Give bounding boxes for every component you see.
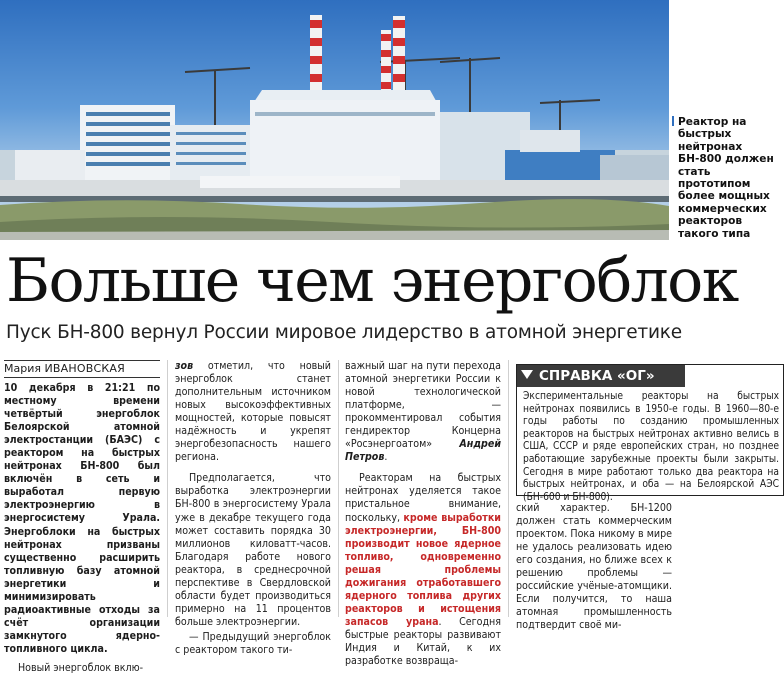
- lead-paragraph: 10 декабря в 21:21 по местному времени четвёртый энергоблок Белоярской атомной электростанции (БАЭС) с реактором на быстрых нейтронах БН-800 был включён в сеть и выработал первую электроэнергию в энергосистему Урала. Энергоблоки на быстрых нейтронах призваны существенно расширить топливную базу атомной энергетики и минимизировать радиоактивные отходы за счёт организации замкнутого ядерно-топливного цикла.: [4, 382, 160, 655]
- author-first-name: Мария: [4, 362, 41, 375]
- triangle-down-icon: [521, 370, 533, 379]
- power-plant-photo-icon: [0, 0, 669, 240]
- column-divider: [338, 360, 339, 617]
- byline: [4, 360, 160, 378]
- paragraph: [175, 360, 331, 464]
- article-column-4: [516, 502, 672, 632]
- column-divider: [508, 360, 509, 617]
- column-divider: [167, 360, 168, 617]
- quoted-person-name: Андрей Петров: [345, 438, 501, 464]
- paragraph-text: Реакторам на быстрых нейтронах уделяется такое пристальное внимание, поскольку,: [345, 472, 501, 524]
- power-plant-photo: [0, 0, 669, 240]
- info-box-body: Экспериментальные реакторы на быстрых нейтронах появились в 1950-е годы. В 1960—80-е годы работы по созданию промышленных реакторов на быстрых нейтронах активно велись в США, СССР и ряде европейских стран, но позднее работающие зарубежные проекты были закрыты. Сегодня в мире работают только два реактора на быстрых нейтронах, и оба — на Белоярской АЭС (БН-600 и БН-800).: [523, 391, 779, 503]
- paragraph-end: .: [384, 451, 388, 464]
- headline: Больше чем энергоблок: [6, 246, 738, 316]
- paragraph-text: важный шаг на пути перехода атомной энергетики России к новой технологической платформе, — прокомментировал события гендиректор Концерна «Росэнергоатом»: [345, 360, 501, 451]
- article-column-1: [4, 360, 160, 675]
- caption-marker: [672, 116, 674, 126]
- info-box-header: [517, 365, 685, 387]
- paragraph-text: . Сегодня быстрые реакторы развивают Индия и Китай, к их разработке возвраща-: [345, 615, 502, 668]
- paragraph: [345, 472, 501, 668]
- paragraph: ский характер. БН-1200 должен стать коммерческим проектом. Пока никому в мире не удалось реализовать идею его создания, но ближе всех к решению проблемы — российские учёные-атомщики. Если получится, то наша атомная промышленность подтвердит своё ми-: [516, 502, 672, 632]
- highlighted-text: кроме выработки электроэнергии, БН-800 производит новое ядерное топливо, одновременно решая проблемы дожигания отработавшего ядерного топлива других реакторов и истощения запасов урана: [345, 511, 501, 628]
- subheadline: Пуск БН-800 вернул России мировое лидерство в атомной энергетике: [6, 322, 682, 343]
- article-column-2: [175, 360, 331, 657]
- photo-caption: Реактор на быстрых нейтронах БН-800 должен стать прототипом более мощных коммерческих реакторов такого типа: [678, 116, 774, 240]
- author-surname: ИВАНОВСКАЯ: [44, 362, 125, 375]
- paragraph: [345, 360, 501, 464]
- paragraph: Предполагается, что выработка электроэнергии БН-800 в энергосистему Урала уже в декабре текущего года может составить порядка 30 миллионов киловатт-часов. Благодаря работе нового реактора, в среднесрочной перспективе в Свердловской области будет производиться примерно на 11 процентов больше электроэнергии.: [175, 472, 331, 628]
- info-box: [516, 364, 784, 503]
- info-box-title: СПРАВКА «ОГ»: [539, 368, 655, 384]
- paragraph: Новый энергоблок вклю-: [18, 661, 144, 674]
- article-column-3: [345, 360, 501, 668]
- paragraph: — Предыдущий энергоблок с реактором такого ти-: [175, 630, 331, 656]
- quoted-name-fragment: зов: [175, 360, 194, 372]
- paragraph-text: отметил, что новый энергоблок станет дополнительным источником новых высокоэффективных мощностей, которые повысят надёжность и укрепят энергобезопасность нашего региона.: [175, 360, 331, 464]
